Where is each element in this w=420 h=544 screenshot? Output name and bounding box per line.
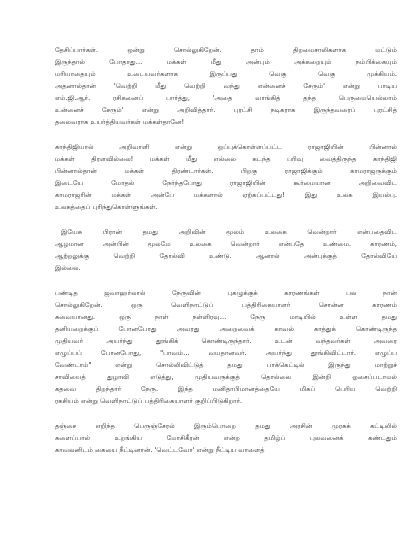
text-line: ரகசியம் என்று வெளிநாட்டுப் பத்திரிகையாளர் குறிப்பிடுகிறார். — [55, 397, 243, 405]
text-line: இருந்தால் போதாது… மக்கள் மீது அன்பும் அக்கறையும் நம்பிக்கையும் — [55, 58, 397, 66]
text-line: சாவியைத் துழாவி எடுத்து, முதியவருக்குத் தொல்லை இன்றி ஓசைப்படாமல் — [55, 373, 397, 381]
text-line: ஆழமான அன்பின் மூலமே உலகை வென்றார் என்பதே உண்மை. காரணம், — [55, 240, 397, 248]
text-line: இடையே மோதல் நேர்ந்தபோது ராஜாஜியின் கூர்மையான அறிவைவிட — [55, 179, 397, 187]
text-line: தலைவராக உயர்த்தியவர்கள் மக்கள்தானே! — [55, 118, 185, 126]
text-line: மக்கள் திரளவில்லை! மக்கள் மீது எல்லை கடந்த பரிவு வைத்திருந்த காந்திஜி — [55, 155, 397, 163]
text-line: எம்.ஜி.ஆர். ரசிகனைப் பார்த்து, 'அதை வாங்கித் தந்த பெருமையெல்லாம் — [55, 94, 397, 102]
paragraph — [55, 287, 397, 407]
text-line: காந்திஜியால் அறிவாளி என்று ஒப்புக்கொள்ளப்பட்ட ராஜாஜியின் பின்னால் — [55, 143, 397, 151]
text-line: உன்னைச் சேரும்' என்று அறிவித்தார். புரட்சி நடிகராக இருந்தவரைப் புரட்சித் — [55, 106, 397, 114]
text-line: காவலனிடம் கையை நீட்டினான். 'வெட்டவோ' என்று நீட்டிய வாளைத் — [55, 446, 265, 454]
text-line: இல்லை. — [55, 264, 81, 272]
text-line: அதனால்தான் 'வெற்றி மீது வெற்றி வந்து என்னைச் சேரும்' என்று பாடிய — [55, 82, 397, 90]
text-line: எழுப்பப் போனபோது, "பாவம்… வயதானவர். அயர்ந்து தூங்கிவிட்டார். எழுப்ப — [55, 349, 397, 357]
text-line: தனியறைக்குப் போனபோது அவரது அறைவைக் காவல் காத்துக் கொண்டிருந்த — [55, 325, 397, 333]
text-line: ஆற்றலுக்கு வெற்றி தோல்வி உண்டு. ஆனால் அன்புக்குத் தோல்வியே — [55, 252, 397, 260]
text-line: மரியாதையும் உடையவர்களாக இருப்பது வெகு வெகு முக்கியம். — [55, 70, 397, 78]
paragraph — [55, 141, 397, 213]
text-line: இயேசு பிரான் தமது அறிவின் மூலம் உலகை வென்றார் என்பதைவிட — [61, 228, 397, 236]
text-line: வேண்டாம்" என்று சொல்லிவிட்டுத் தமது பாக்கெட்டில் இருந்து மாற்றுச் — [55, 361, 397, 369]
text-line: கதவை திறந்தார் நேரு. இந்த மனிதாபிமானத்தையே மிகப் பெரிய வெற்றி — [55, 385, 397, 393]
text-line: தேசிப்பார்கள். ஒன்று சொல்லுகிறேன். தாம் திறமைசாலிகளாக மட்டும் — [55, 46, 397, 54]
text-line: காமராஜரின் மக்கள் அன்பே மக்களால் ஏற்கப்பட்டது! இது உலக இயல்பு. — [55, 191, 397, 199]
document-body — [55, 44, 397, 469]
text-line: உலகத்தைப் புரிந்துகொள்ளுங்கள். — [55, 203, 158, 211]
text-line: பின்னால்தான் மக்கள் திரண்டார்கள். பிறகு ராஜாஜிக்கும் காமராஜருக்கும் — [55, 167, 397, 175]
paragraph — [55, 420, 397, 456]
text-line: முதியவர் அயர்ந்து தூங்கிக் கொண்டிருந்தார். உடன் வந்தவர்கள் அவரை — [55, 337, 397, 345]
text-line: பண்டித ஜவாஹர்லால் நேருவின் புகழுக்குக் காரணங்கள் பல நான் — [55, 289, 397, 297]
paragraph — [55, 226, 397, 274]
text-line: சொல்லுகிறேன். ஒரு வெளிநாட்டுப் பத்திரிகையாளர் சொன்ன காரணம் — [55, 301, 397, 309]
text-line: களைப்பால் உறங்கிய மோசிகீரன் என்ற தமிழ்ப் புலவனைக் கண்டதும் — [55, 434, 397, 442]
text-line: தஞ்சை எறிந்த பெருஞ்சேரல் இரும்பொறை தமது அரசின் முரசுக் கட்டிலில் — [55, 422, 397, 430]
paragraph — [55, 44, 397, 128]
text-line: சுவையானது. ஒரு நாள் நள்ளிரவு… நேரு மாடியில் உள்ள தமது — [55, 313, 397, 321]
